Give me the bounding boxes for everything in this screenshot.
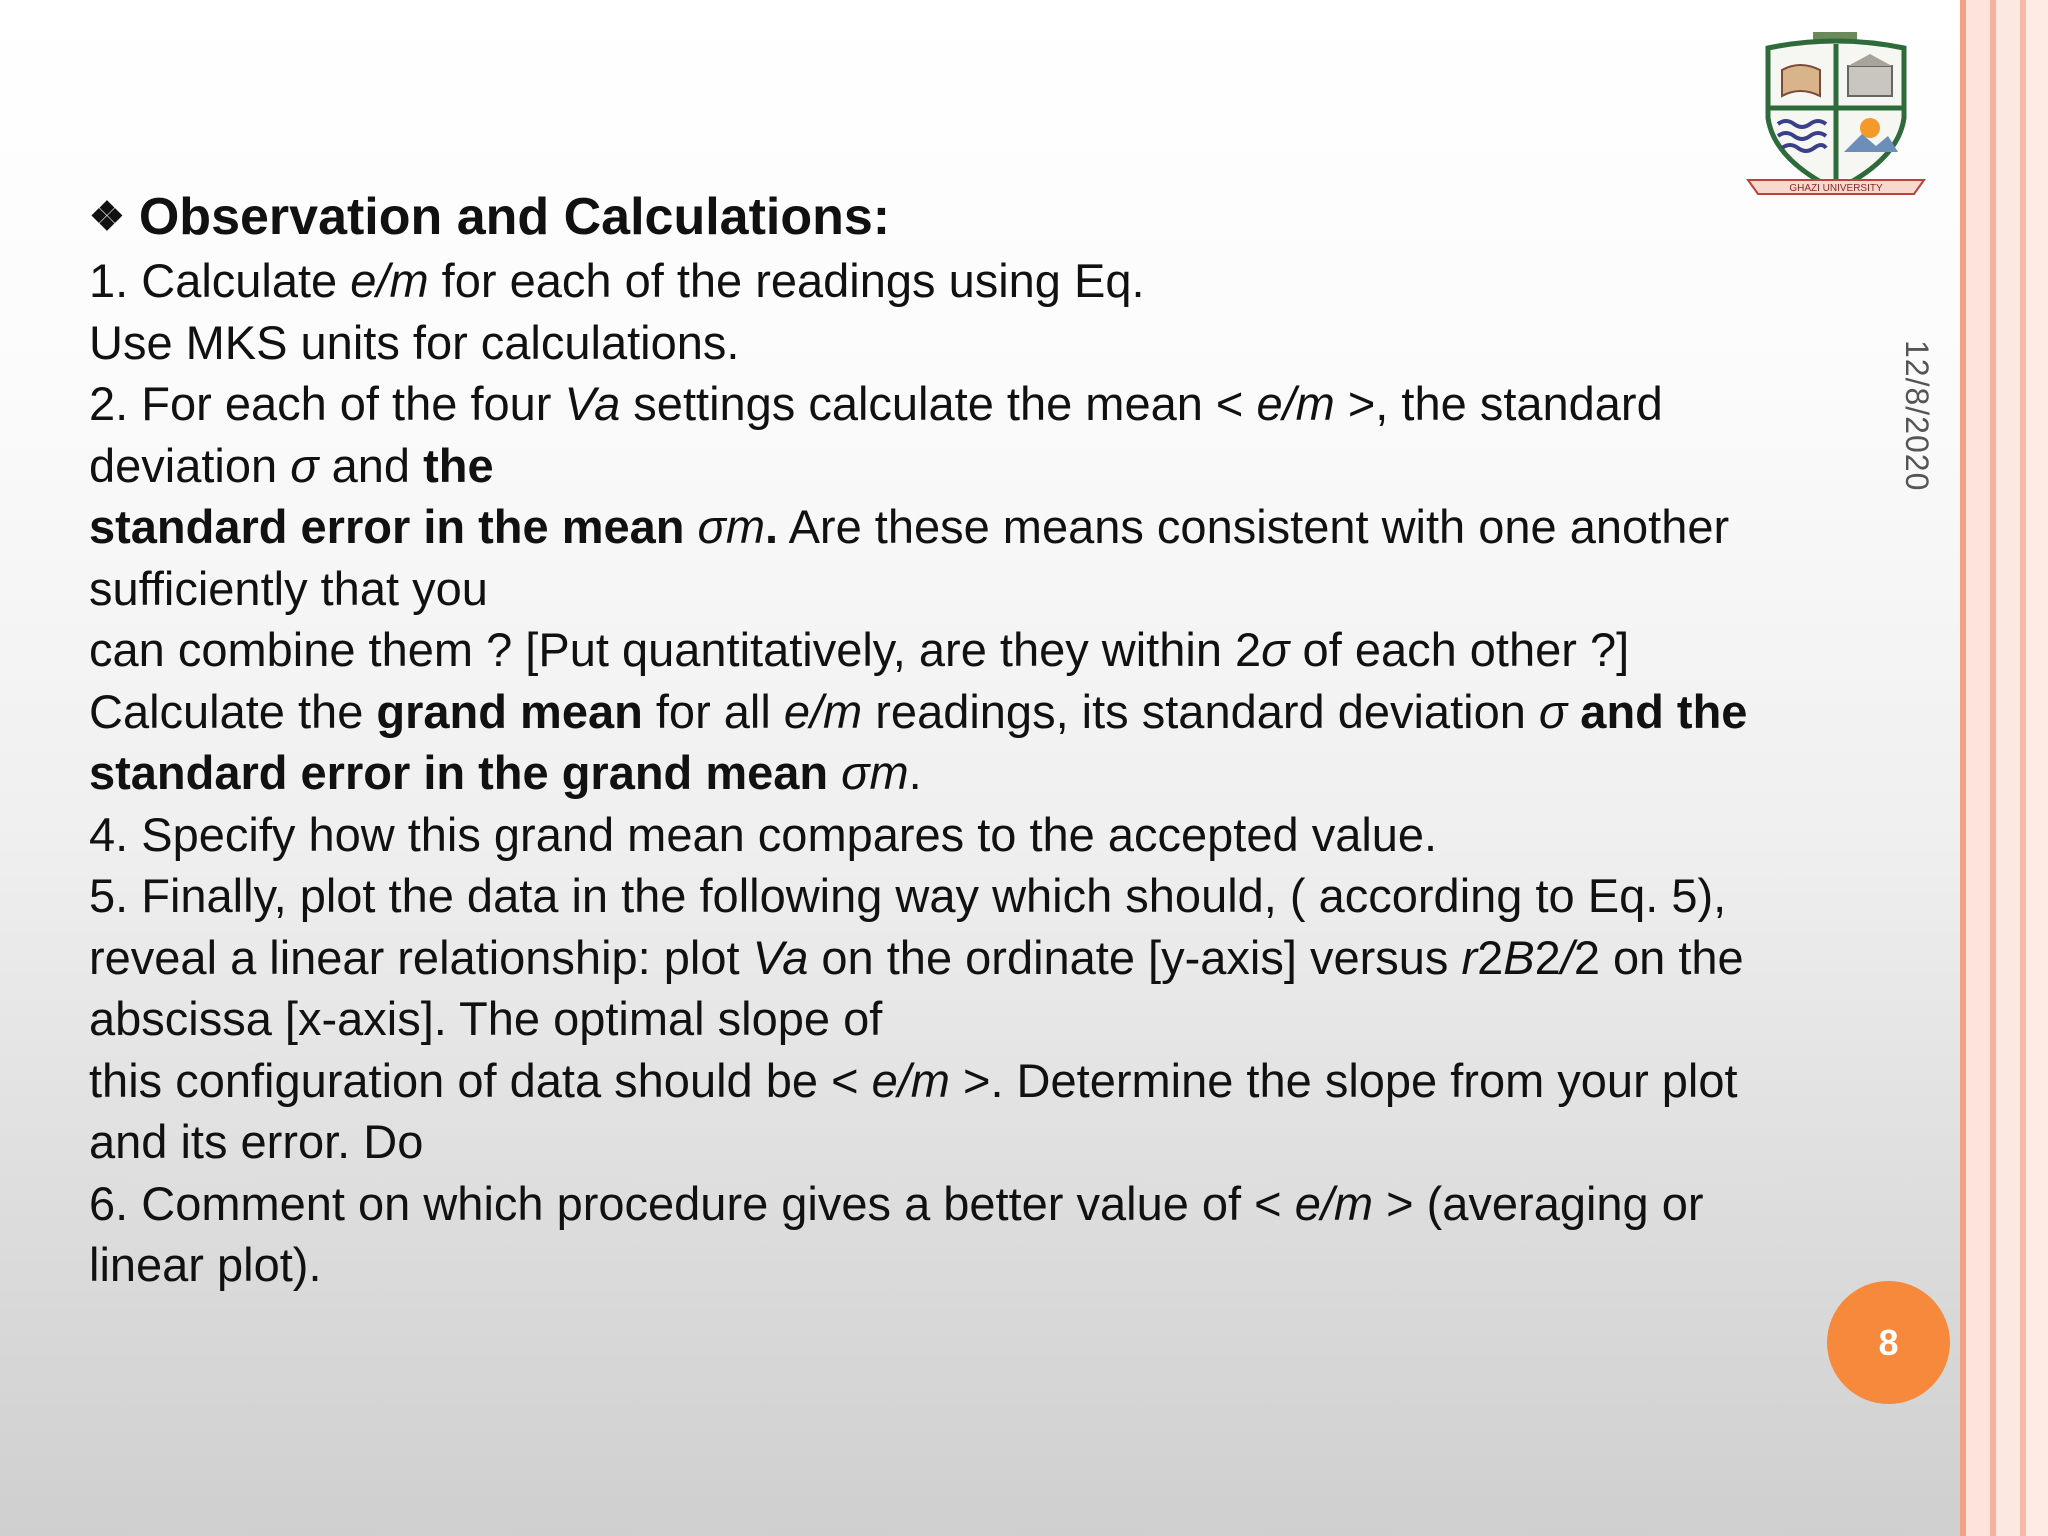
text-line: reveal a linear relationship: plot Va on the ordinate [y-axis] versus r2B2/2 on the — [89, 930, 1744, 984]
page-number-badge: 8 — [1827, 1281, 1950, 1404]
text-line: 6. Comment on which procedure gives a better value of < e/m > (averaging or — [89, 1176, 1704, 1230]
text-line: deviation σ and the — [89, 438, 494, 492]
text-line: 2. For each of the four Va settings calculate the mean < e/m >, the standard — [89, 377, 1663, 430]
diamond-bullet-icon: ❖ — [89, 195, 125, 239]
text-line: 1. Calculate e/m for each of the readings using Eq. — [89, 254, 1145, 307]
text-line: and its error. Do — [89, 1115, 424, 1168]
text-line: standard error in the grand mean σm. — [89, 746, 922, 799]
heading-text: Observation and Calculations: — [138, 188, 891, 246]
text-line: Use MKS units for calculations. — [89, 315, 740, 369]
text-line: 5. Finally, plot the data in the following way which should, ( according to Eq. 5), — [89, 869, 1727, 922]
svg-text:GHAZI UNIVERSITY: GHAZI UNIVERSITY — [1789, 183, 1883, 194]
slide-heading — [89, 184, 1909, 250]
text-line: Calculate the grand mean for all e/m readings, its standard deviation σ and the — [89, 684, 1748, 738]
decorative-border — [1960, 0, 2048, 1536]
slide-body — [89, 184, 1909, 1296]
university-logo — [1738, 30, 1934, 202]
text-line: standard error in the mean σm. Are these means consistent with one another — [89, 500, 1730, 553]
text-line: abscissa [x-axis]. The optimal slope of — [89, 992, 883, 1045]
slide-date: 12/8/2020 — [1899, 340, 1935, 492]
text-line: sufficiently that you — [89, 561, 488, 615]
text-line: 4. Specify how this grand mean compares to the accepted value. — [89, 807, 1438, 861]
text-line: linear plot). — [89, 1238, 322, 1291]
text-line: this configuration of data should be < e/m >. Determine the slope from your plot — [89, 1053, 1738, 1107]
text-line: can combine them ? [Put quantitatively, are they within 2σ of each other ?] — [89, 623, 1630, 676]
